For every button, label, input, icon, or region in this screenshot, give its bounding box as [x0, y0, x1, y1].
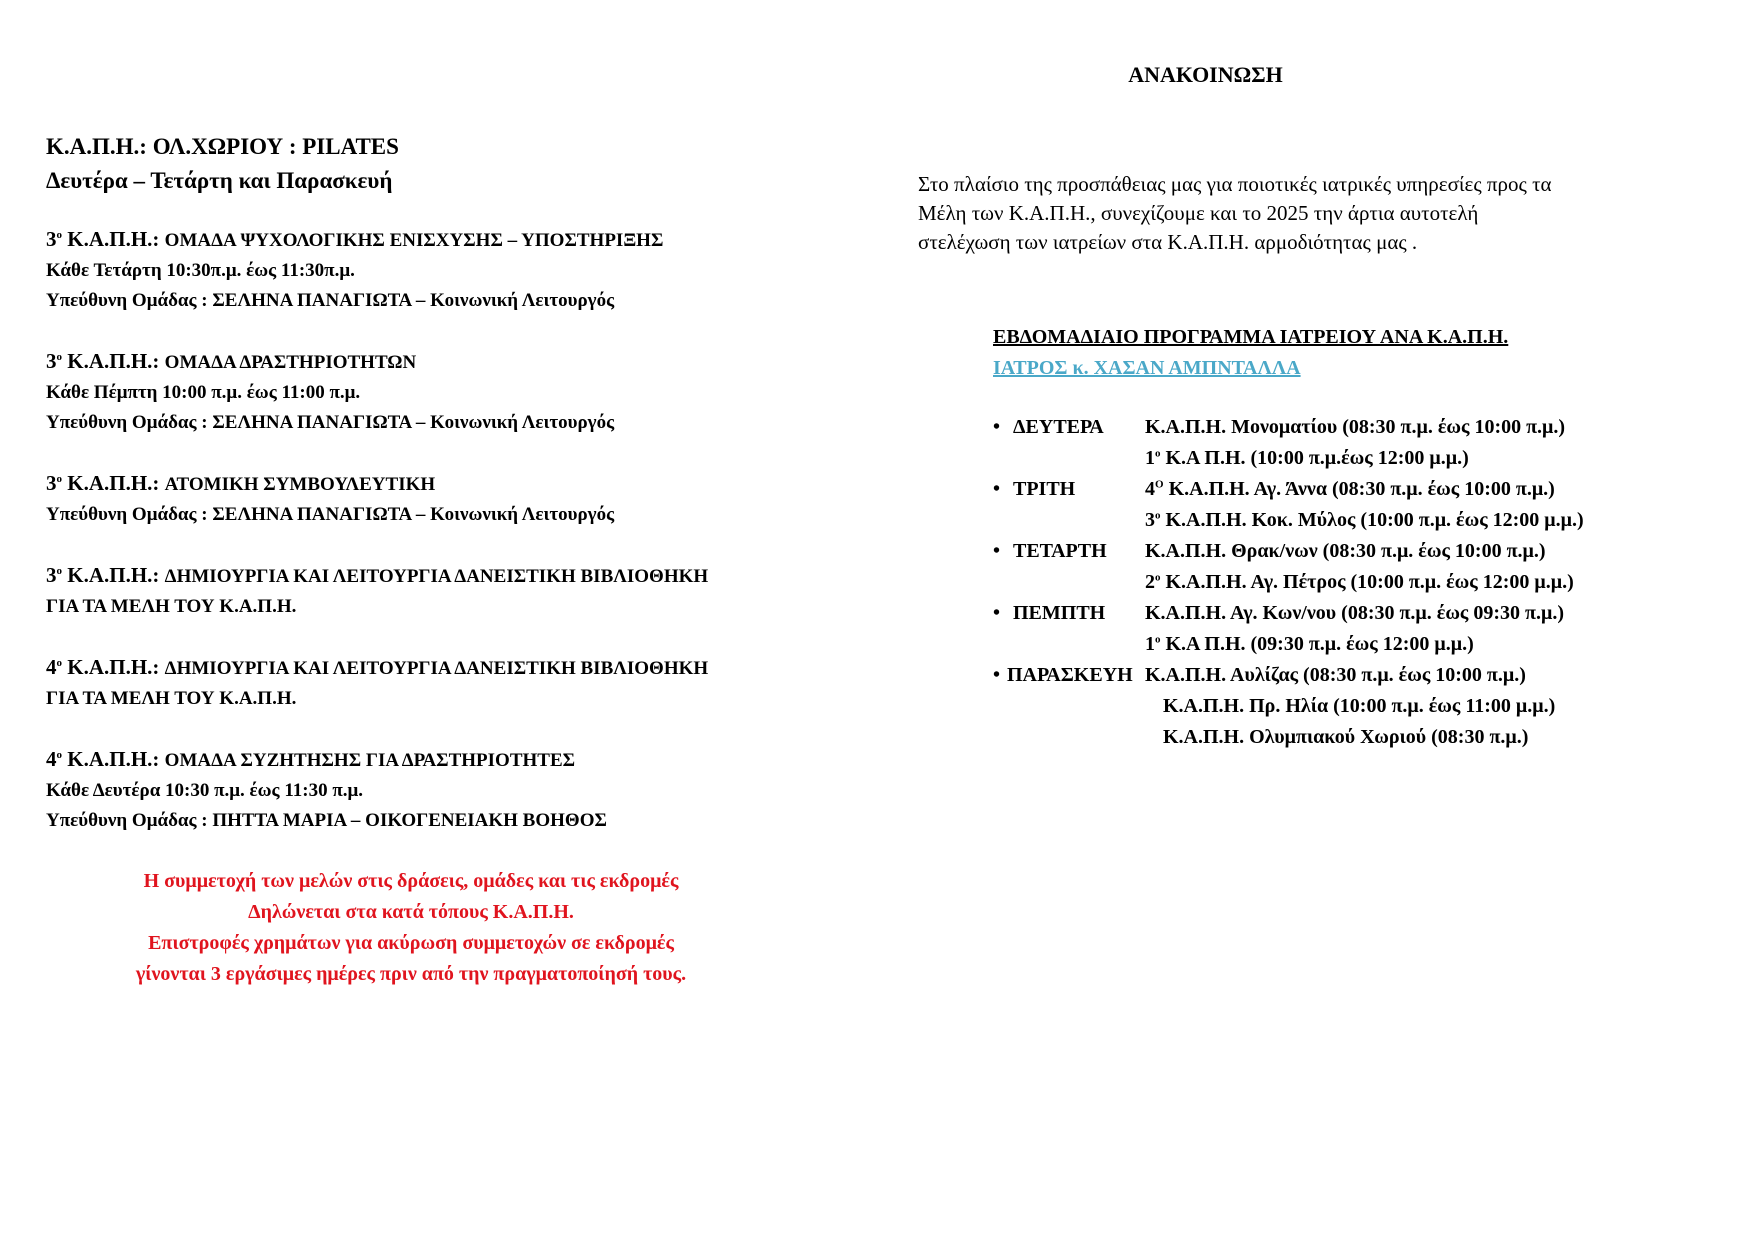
weekly-schedule — [993, 412, 1584, 753]
schedule-entry-text: Κ.Α.Π.Η. Αυλίζας (08:30 π.μ. έως 10:00 π.μ.) — [1145, 664, 1526, 686]
activity-group-name: ΔΗΜΙΟΥΡΓΙΑ ΚΑΙ ΛΕΙΤΟΥΡΓΙΑ ΔΑΝΕΙΣΤΙΚΗ ΒΙΒΛΙΟΘΗΚΗ — [164, 566, 709, 587]
intro-line: Στο πλαίσιο της προσπάθειας μας για ποιοτικές ιατρικές υπηρεσίες προς τα — [918, 172, 1552, 196]
schedule-entry — [1145, 536, 1546, 567]
schedule-entry — [1145, 505, 1584, 536]
schedule-day: ΠΑΡΑΣΚΕΥΗ — [1007, 664, 1133, 686]
notice-line: Η συμμετοχή των μελών στις δράσεις, ομάδες και τις εκδρομές — [143, 870, 679, 892]
schedule-day: ΠΕΜΠΤΗ — [1013, 602, 1106, 624]
schedule-row — [993, 567, 1584, 598]
bullet-icon — [993, 443, 1013, 474]
activity-group-detail: Κάθε Τετάρτη 10:30π.μ. έως 11:30π.μ. — [46, 260, 355, 281]
schedule-row — [993, 412, 1584, 443]
kapi-prefix: Κ.Α.Π.Η.: — [62, 655, 165, 679]
ordinal-suffix: ο — [56, 351, 62, 363]
kapi-number: 3 — [1145, 509, 1155, 531]
ordinal-suffix: ο — [56, 229, 62, 241]
schedule-day — [1013, 691, 1145, 722]
pilates-title: Κ.Α.Π.Η.: ΟΛ.ΧΩΡΙΟΥ : PILATES — [46, 134, 399, 159]
bullet-icon — [993, 722, 1013, 753]
schedule-row — [993, 660, 1584, 691]
activity-group-title — [46, 224, 836, 256]
schedule-row — [993, 443, 1584, 474]
schedule-row — [993, 722, 1584, 753]
activity-group-title — [46, 346, 836, 378]
schedule-row — [993, 536, 1584, 567]
bullet-icon — [993, 691, 1013, 722]
ordinal-suffix: ο — [1155, 509, 1161, 522]
activity-group-name: ΟΜΑΔΑ ΣΥΖΗΤΗΣΗΣ ΓΙΑ ΔΡΑΣΤΗΡΙΟΤΗΤΕΣ — [164, 750, 576, 771]
schedule-entry — [1145, 660, 1526, 691]
activity-group-detail: ΓΙΑ ΤΑ ΜΕΛΗ ΤΟΥ Κ.Α.Π.Η. — [46, 596, 297, 617]
schedule-entry — [1145, 598, 1564, 629]
schedule-day: ΤΕΤΑΡΤΗ — [1013, 540, 1107, 562]
notice-line: γίνονται 3 εργάσιμες ημέρες πριν από την πραγματοποίησή τους. — [135, 963, 687, 985]
schedule-entry-text: Κ.Α.Π.Η. Μονοματίου (08:30 π.μ. έως 10:00 π.μ.) — [1145, 416, 1566, 438]
activity-group-title — [46, 560, 836, 592]
ordinal-suffix: ο — [56, 565, 62, 577]
kapi-number: 1 — [1145, 633, 1155, 655]
schedule-entry — [1145, 629, 1474, 660]
schedule-day — [1013, 629, 1145, 660]
schedule-entry — [1145, 443, 1469, 474]
intro-paragraph — [918, 170, 1698, 257]
schedule-entry-text: Κ.Α.Π.Η. Κοκ. Μύλος (10:00 π.μ. έως 12:00 μ.μ.) — [1160, 509, 1584, 531]
left-column — [46, 130, 836, 990]
schedule-row — [993, 505, 1584, 536]
bullet-icon — [993, 629, 1013, 660]
schedule-entry-text: Κ.Α.Π.Η. Αγ. Άννα (08:30 π.μ. έως 10:00 π.μ.) — [1163, 478, 1555, 500]
schedule-day — [1013, 567, 1145, 598]
schedule-entry — [1145, 474, 1555, 505]
activity-group-detail: Κάθε Πέμπτη 10:00 π.μ. έως 11:00 π.μ. — [46, 382, 361, 403]
schedule-entry — [1163, 722, 1528, 753]
activity-group — [46, 346, 836, 438]
bullet-icon — [993, 505, 1013, 536]
schedule-entry — [1163, 691, 1555, 722]
schedule-entry-text: Κ.Α Π.Η. (09:30 π.μ. έως 12:00 μ.μ.) — [1160, 633, 1474, 655]
kapi-prefix: Κ.Α.Π.Η.: — [62, 563, 165, 587]
kapi-number: 1 — [1145, 447, 1155, 469]
activity-group-name: ΟΜΑΔΑ ΔΡΑΣΤΗΡΙΟΤΗΤΩΝ — [164, 352, 417, 373]
schedule-entry — [1145, 412, 1565, 443]
activity-group-title — [46, 468, 836, 500]
schedule-heading — [993, 322, 1508, 384]
pilates-days: Δευτέρα – Τετάρτη και Παρασκευή — [46, 168, 393, 193]
schedule-entry — [1145, 567, 1574, 598]
kapi-number: 3 — [46, 227, 57, 251]
bullet-icon: • — [993, 478, 1001, 500]
notice-line: Δηλώνεται στα κατά τόπους Κ.Α.Π.Η. — [248, 901, 574, 923]
kapi-prefix: Κ.Α.Π.Η.: — [62, 747, 165, 771]
activity-group-detail: Υπεύθυνη Ομάδας : ΠΗΤΤΑ ΜΑΡΙΑ – ΟΙΚΟΓΕΝΕΙΑΚΗ ΒΟΗΘΟΣ — [46, 810, 607, 831]
schedule-day — [1013, 443, 1145, 474]
activity-group-title — [46, 652, 836, 684]
kapi-number: 3 — [46, 349, 57, 373]
ordinal-suffix: ο — [1155, 571, 1161, 584]
schedule-row — [993, 598, 1584, 629]
bullet-icon: • — [993, 416, 1001, 438]
activity-group-name: ΔΗΜΙΟΥΡΓΙΑ ΚΑΙ ΛΕΙΤΟΥΡΓΙΑ ΔΑΝΕΙΣΤΙΚΗ ΒΙΒΛΙΟΘΗΚΗ — [164, 658, 709, 679]
bullet-icon: • — [993, 664, 1001, 686]
activity-group-title — [46, 744, 836, 776]
ordinal-suffix: ο — [56, 473, 62, 485]
kapi-prefix: Κ.Α.Π.Η.: — [62, 227, 165, 251]
bullet-icon — [993, 567, 1013, 598]
doctor-name-link[interactable]: ΙΑΤΡΟΣ κ. ΧΑΣΑΝ ΑΜΠΝΤΑΛΛΑ — [993, 357, 1301, 379]
kapi-number: 3 — [46, 471, 57, 495]
activity-group — [46, 224, 836, 316]
right-column — [918, 60, 1708, 748]
activity-group-name: ΟΜΑΔΑ ΨΥΧΟΛΟΓΙΚΗΣ ΕΝΙΣΧΥΣΗΣ – ΥΠΟΣΤΗΡΙΞΗΣ — [164, 230, 664, 251]
schedule-entry-text: Κ.Α.Π.Η. Αγ. Κων/νου (08:30 π.μ. έως 09:30 π.μ.) — [1145, 602, 1564, 624]
activity-group — [46, 652, 836, 714]
kapi-prefix: Κ.Α.Π.Η.: — [62, 471, 165, 495]
ordinal-suffix: ο — [56, 657, 62, 669]
kapi-number: 2 — [1145, 571, 1155, 593]
schedule-row — [993, 691, 1584, 722]
ordinal-suffix: ο — [56, 749, 62, 761]
kapi-number: 3 — [46, 563, 57, 587]
announcement-title: ΑΝΑΚΟΙΝΩΣΗ — [1128, 62, 1283, 87]
activity-groups — [46, 224, 836, 836]
schedule-row — [993, 629, 1584, 660]
intro-line: στελέχωση των ιατρείων στα Κ.Α.Π.Η. αρμοδιότητας μας . — [918, 230, 1418, 254]
activity-group — [46, 468, 836, 530]
kapi-prefix: Κ.Α.Π.Η.: — [62, 349, 165, 373]
activity-group-detail: Κάθε Δευτέρα 10:30 π.μ. έως 11:30 π.μ. — [46, 780, 364, 801]
activity-group — [46, 560, 836, 622]
schedule-entry-text: Κ.Α.Π.Η. Πρ. Ηλία (10:00 π.μ. έως 11:00 μ.μ.) — [1163, 695, 1556, 717]
schedule-entry-text: Κ.Α.Π.Η. Ολυμπιακού Χωριού (08:30 π.μ.) — [1163, 726, 1529, 748]
notice-line: Επιστροφές χρημάτων για ακύρωση συμμετοχών σε εκδρομές — [148, 932, 674, 954]
ordinal-suffix: Ο — [1155, 478, 1164, 491]
bullet-icon: • — [993, 602, 1001, 624]
schedule-row — [993, 474, 1584, 505]
schedule-day — [1013, 505, 1145, 536]
kapi-number: 4 — [1145, 478, 1155, 500]
schedule-day — [1013, 722, 1145, 753]
activity-group-detail: Υπεύθυνη Ομάδας : ΣΕΛΗΝΑ ΠΑΝΑΓΙΩΤΑ – Κοινωνική Λειτουργός — [46, 412, 615, 433]
schedule-day: ΔΕΥΤΕΡΑ — [1013, 416, 1104, 438]
activity-group-name: ΑΤΟΜΙΚΗ ΣΥΜΒΟΥΛΕΥΤΙΚΗ — [164, 474, 436, 495]
schedule-entry-text: Κ.Α.Π.Η. Θρακ/νων (08:30 π.μ. έως 10:00 π.μ.) — [1145, 540, 1546, 562]
bullet-icon: • — [993, 540, 1001, 562]
intro-line: Μέλη των Κ.Α.Π.Η., συνεχίζουμε και το 2025 την άρτια αυτοτελή — [918, 201, 1479, 225]
activity-group — [46, 744, 836, 836]
activity-group-detail: Υπεύθυνη Ομάδας : ΣΕΛΗΝΑ ΠΑΝΑΓΙΩΤΑ – Κοινωνική Λειτουργός — [46, 290, 615, 311]
kapi-number: 4 — [46, 655, 57, 679]
activity-group-detail: Υπεύθυνη Ομάδας : ΣΕΛΗΝΑ ΠΑΝΑΓΙΩΤΑ – Κοινωνική Λειτουργός — [46, 504, 615, 525]
activity-group-detail: ΓΙΑ ΤΑ ΜΕΛΗ ΤΟΥ Κ.Α.Π.Η. — [46, 688, 297, 709]
schedule-day: ΤΡΙΤΗ — [1013, 478, 1076, 500]
kapi-number: 4 — [46, 747, 57, 771]
ordinal-suffix: ο — [1155, 633, 1161, 646]
schedule-title: ΕΒΔΟΜΑΔΙΑΙΟ ΠΡΟΓΡΑΜΜΑ ΙΑΤΡΕΙΟΥ ΑΝΑ Κ.Α.Π.Η. — [993, 326, 1509, 348]
ordinal-suffix: ο — [1155, 447, 1161, 460]
participation-notice — [46, 866, 776, 990]
schedule-entry-text: Κ.Α Π.Η. (10:00 π.μ.έως 12:00 μ.μ.) — [1160, 447, 1469, 469]
schedule-entry-text: Κ.Α.Π.Η. Αγ. Πέτρος (10:00 π.μ. έως 12:00 μ.μ.) — [1160, 571, 1574, 593]
